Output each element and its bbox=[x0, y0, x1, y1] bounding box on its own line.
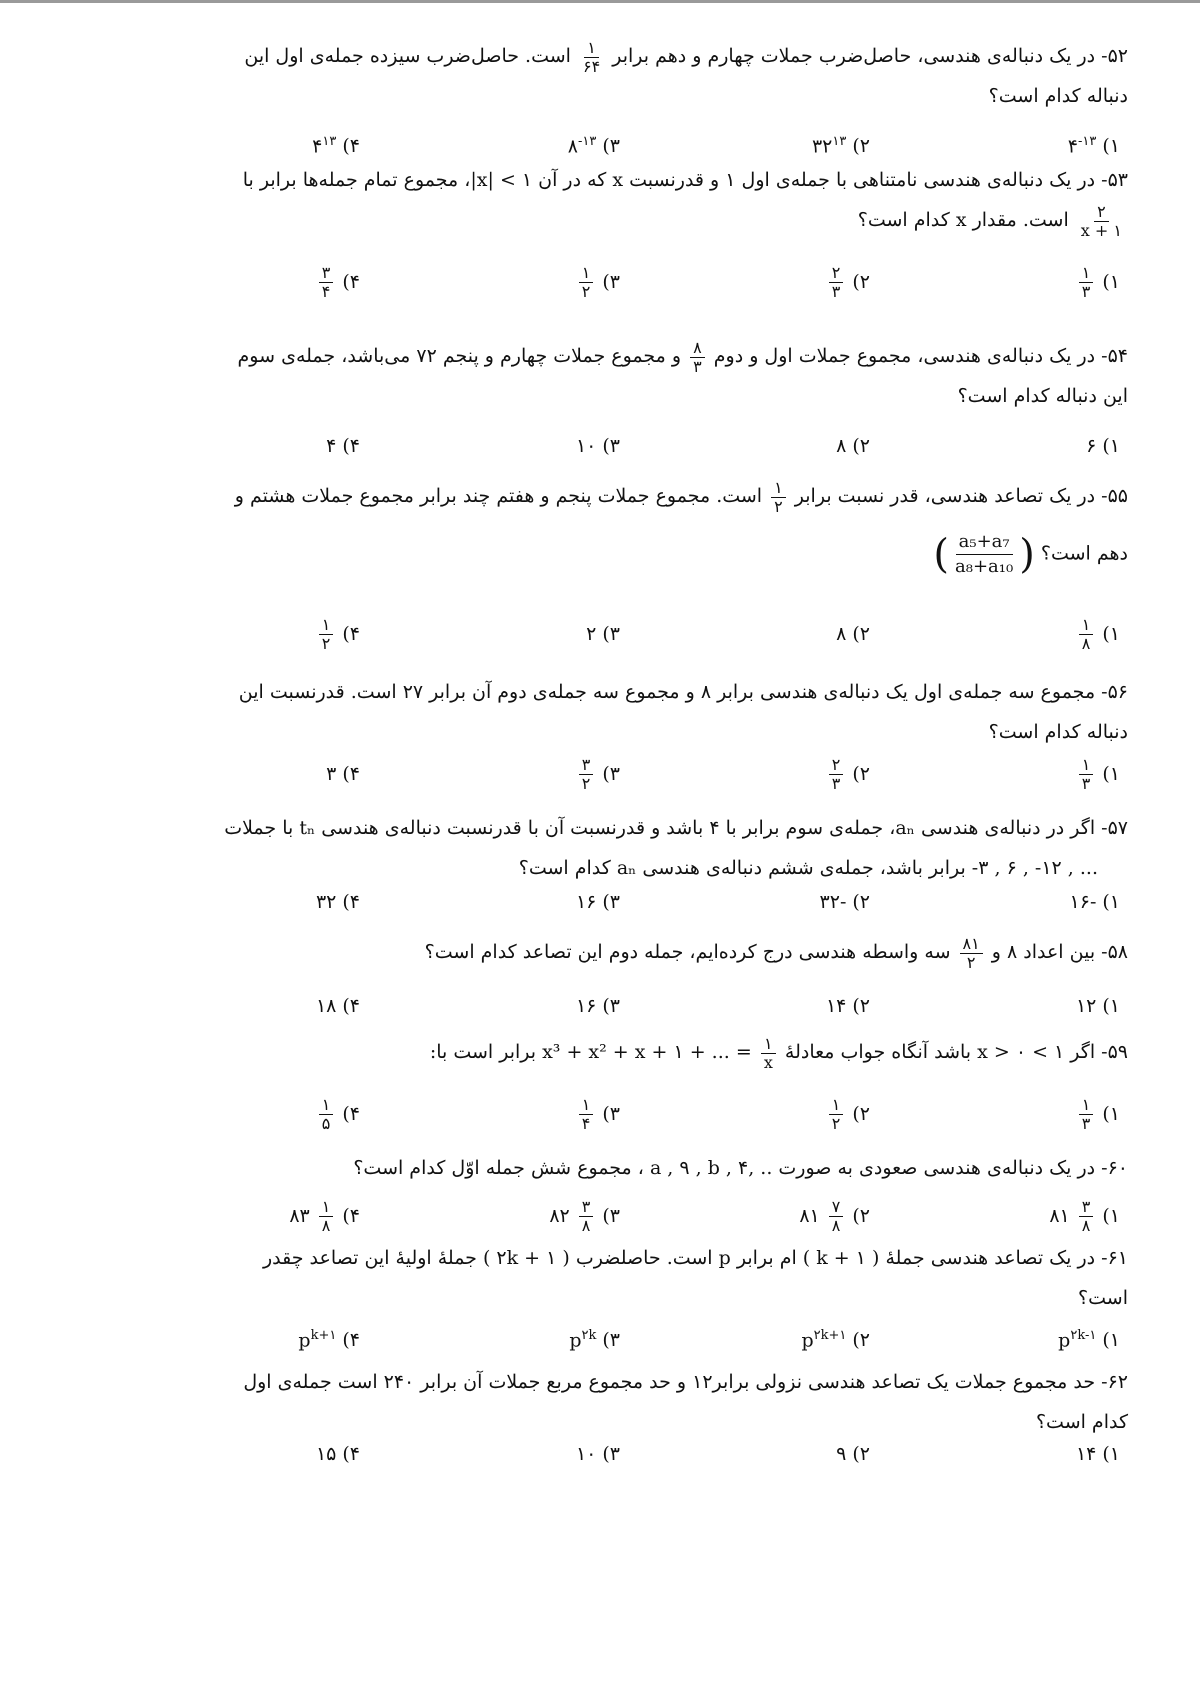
option-2[interactable]: ۲) -۳۲ bbox=[819, 891, 870, 913]
option-3[interactable]: ۳) ۱۰ bbox=[575, 435, 620, 457]
option-1[interactable]: ۱) ۶ bbox=[1086, 435, 1120, 457]
question-53-fraction: $\frac{۲}{۱ + x}$ bbox=[1080, 201, 1122, 240]
question-54-stem: ۵۴- در یک دنباله‌ی هندسی، مجموع جملات اول و دوم bbox=[713, 345, 1128, 367]
question-55-fraction: $\frac{۱}{۲}$ bbox=[771, 479, 786, 516]
question-57: ۵۷- اگر در دنباله‌ی هندسی aₙ، جمله‌ی سوم برابر با ۴ باشد و قدرنسبت آن با قدرنسبت دنباله‌ی هندسی tₙ با جملات ... , ۱۲- , ۶ , ۳- برابر باشد، جمله‌ی ششم دنباله‌ی هندسی aₙ کدام است؟ bbox=[88, 808, 1128, 888]
option-2[interactable]: ۲) ۹ bbox=[836, 1443, 870, 1465]
question-52-fraction: $\frac{۱}{۶۴}$ bbox=[582, 37, 601, 76]
question-59-options bbox=[140, 1092, 1120, 1136]
option-2[interactable]: ۲) ۸ bbox=[836, 435, 870, 457]
option-2[interactable]: ۲) $\frac{۷}{۸}$ ۸۱ bbox=[799, 1196, 870, 1235]
question-55-expression: $\frac{\text{a₅+a₇}}{\text{a₈+a₁₀}}$ bbox=[955, 531, 1014, 577]
option-4[interactable]: ۴) ۴ bbox=[326, 435, 360, 457]
option-1[interactable]: ۱) $\frac{۱}{۸}$ bbox=[1076, 612, 1120, 656]
option-4[interactable]: ۴) ۱۵ bbox=[315, 1443, 360, 1465]
question-62: ۶۲- حد مجموع جملات یک تصاعد هندسی نزولی برابر۱۲ و حد مجموع مربع جملات آن برابر ۲۴۰ است جمله‌ی اول کدام است؟ bbox=[88, 1362, 1128, 1442]
option-1[interactable]: ۱) $p^{۲k-۱}$ bbox=[1058, 1328, 1120, 1352]
top-border-line bbox=[0, 0, 1200, 3]
question-59: ۵۹- اگر ۱ > x > ۰ باشد آنگاه جواب معادلهٔ $\frac{۱}{x}$ = ... + x³ + x² + x + ۱ برابر است با: bbox=[429, 1033, 1128, 1072]
option-1[interactable]: ۱) $\frac{۳}{۸}$ ۸۱ bbox=[1049, 1196, 1120, 1235]
question-58-stem: ۵۸- بین اعداد ۸ و bbox=[991, 941, 1128, 963]
question-52-stem: ۵۲- در یک دنباله‌ی هندسی، حاصل‌ضرب جملات چهارم و دهم برابر bbox=[612, 45, 1128, 67]
question-60-stem: ۶۰- در یک دنباله‌ی هندسی صعودی به صورت .. ,۴ , a , ۹ , b ، مجموع شش جمله اوّل کدام است؟ bbox=[353, 1157, 1128, 1179]
question-58-options bbox=[140, 984, 1120, 1028]
option-1[interactable]: ۱) ۱۲ bbox=[1075, 995, 1120, 1017]
question-58-fraction: $\frac{۸۱}{۲}$ bbox=[960, 935, 983, 972]
option-3[interactable]: ۳) $۸^{-۱۳}$ bbox=[567, 134, 620, 158]
question-60 bbox=[88, 1148, 1128, 1188]
question-55-options bbox=[140, 612, 1120, 656]
question-56-options bbox=[140, 752, 1120, 796]
option-1[interactable]: ۱) -۱۶ bbox=[1069, 891, 1120, 913]
option-1[interactable]: ۱) $۴^{-۱۳}$ bbox=[1067, 134, 1120, 158]
question-61-stem: ۶۱- در یک تصاعد هندسی جملهٔ ( ۱ + k ) ام برابر p است. حاصلضرب ( ۱ + ۲k ) جملهٔ اولیهٔ این تصاعد چقدر bbox=[263, 1247, 1128, 1269]
option-3[interactable]: ۳) ۱۶ bbox=[575, 995, 620, 1017]
option-2[interactable]: ۲) $\frac{۲}{۳}$ bbox=[826, 260, 870, 304]
option-1[interactable]: ۱) $\frac{۱}{۳}$ bbox=[1076, 752, 1120, 796]
question-53-stem: ۵۳- در یک دنباله‌ی هندسی نامتناهی با جمله‌ی اول ۱ و قدرنسبت x که در آن ۱ > |x|، مجموع تمام جمله‌ها برابر با bbox=[242, 169, 1128, 191]
question-55-stem: ۵۵- در یک تصاعد هندسی، قدر نسبت برابر bbox=[794, 485, 1128, 507]
question-56: ۵۶- مجموع سه جمله‌ی اول یک دنباله‌ی هندسی برابر ۸ و مجموع سه جمله‌ی دوم آن برابر ۲۷ است. قدرنسبت این دنباله کدام است؟ bbox=[88, 672, 1128, 752]
question-62-stem: ۶۲- حد مجموع جملات یک تصاعد هندسی نزولی برابر۱۲ و حد مجموع مربع جملات آن برابر ۲۴۰ است جمله‌ی اول bbox=[243, 1371, 1128, 1393]
option-4[interactable]: ۴) $\frac{۱}{۲}$ bbox=[316, 612, 360, 656]
question-59-stem: ۵۹- اگر ۱ > x > ۰ باشد آنگاه جواب معادلهٔ bbox=[784, 1041, 1128, 1063]
option-4[interactable]: ۴) $۴^{۱۳}$ bbox=[312, 134, 360, 158]
option-3[interactable]: ۳) $\frac{۳}{۸}$ ۸۲ bbox=[549, 1196, 620, 1235]
question-62-options bbox=[140, 1432, 1120, 1476]
option-2[interactable]: ۲) $۳۲^{۱۳}$ bbox=[811, 134, 870, 158]
option-1[interactable]: ۱) ۱۴ bbox=[1075, 1443, 1120, 1465]
question-54: ۵۴- در یک دنباله‌ی هندسی، مجموع جملات اول و دوم $\frac{۸}{۳}$ و مجموع جملات چهارم و پنجم ۷۲ می‌باشد، جمله‌ی سوم این دنباله کدام است؟ bbox=[237, 337, 1128, 407]
option-1[interactable]: ۱) $\frac{۱}{۳}$ bbox=[1076, 1092, 1120, 1136]
question-61: ۶۱- در یک تصاعد هندسی جملهٔ ( ۱ + k ) ام برابر p است. حاصلضرب ( ۱ + ۲k ) جملهٔ اولیهٔ این تصاعد چقدر است؟ bbox=[88, 1238, 1128, 1318]
option-3[interactable]: ۳) ۱۶ bbox=[575, 891, 620, 913]
question-56-stem: ۵۶- مجموع سه جمله‌ی اول یک دنباله‌ی هندسی برابر ۸ و مجموع سه جمله‌ی دوم آن برابر ۲۷ است. قدرنسبت این bbox=[238, 681, 1128, 703]
option-4[interactable]: ۴) $\frac{۱}{۵}$ bbox=[316, 1092, 360, 1136]
option-3[interactable]: ۳) $\frac{۱}{۲}$ bbox=[576, 260, 620, 304]
option-2[interactable]: ۲) ۸ bbox=[836, 623, 870, 645]
question-57-options bbox=[140, 880, 1120, 924]
question-54-options bbox=[140, 424, 1120, 468]
question-54-fraction: $\frac{۸}{۳}$ bbox=[690, 339, 705, 376]
option-4[interactable]: ۴) ۱۸ bbox=[315, 995, 360, 1017]
option-2[interactable]: ۲) $\frac{۲}{۳}$ bbox=[826, 752, 870, 796]
question-52: ۵۲- در یک دنباله‌ی هندسی، حاصل‌ضرب جملات چهارم و دهم برابر $\frac{۱}{۶۴}$ است. حاصل‌ضرب سیزده جمله‌ی اول این دنباله کدام است؟ bbox=[244, 37, 1128, 107]
option-3[interactable]: ۳) ۱۰ bbox=[575, 1443, 620, 1465]
option-3[interactable]: ۳) $\frac{۳}{۲}$ bbox=[576, 752, 620, 796]
option-3[interactable]: ۳) ۲ bbox=[586, 623, 620, 645]
question-53-options bbox=[140, 260, 1120, 304]
question-59-fraction: $\frac{۱}{x}$ bbox=[761, 1035, 776, 1072]
option-4[interactable]: ۴) $p^{k+۱}$ bbox=[298, 1328, 360, 1352]
question-57-stem: ۵۷- اگر در دنباله‌ی هندسی aₙ، جمله‌ی سوم برابر با ۴ باشد و قدرنسبت آن با قدرنسبت دنباله‌ی هندسی tₙ با جملات bbox=[224, 817, 1128, 839]
option-4[interactable]: ۴) $\frac{۳}{۴}$ bbox=[316, 260, 360, 304]
option-4[interactable]: ۴) ۳ bbox=[326, 763, 360, 785]
question-55: ۵۵- در یک تصاعد هندسی، قدر نسبت برابر $\frac{۱}{۲}$ است. مجموع جملات پنجم و هفتم چند برابر مجموع جملات هشتم و دهم است؟ ( $\frac{\text{a₅+a₇}}{\text{a₈+a₁₀}}$ ) bbox=[234, 477, 1128, 578]
option-2[interactable]: ۲) $p^{۲k+۱}$ bbox=[801, 1328, 870, 1352]
option-4[interactable]: ۴) $\frac{۱}{۸}$ ۸۳ bbox=[289, 1196, 360, 1235]
option-1[interactable]: ۱) $\frac{۱}{۳}$ bbox=[1076, 260, 1120, 304]
option-2[interactable]: ۲) ۱۴ bbox=[825, 995, 870, 1017]
option-3[interactable]: ۳) $\frac{۱}{۴}$ bbox=[576, 1092, 620, 1136]
question-60-options bbox=[140, 1194, 1120, 1238]
question-61-options bbox=[140, 1318, 1120, 1362]
option-4[interactable]: ۴) ۳۲ bbox=[315, 891, 360, 913]
question-53: ۵۳- در یک دنباله‌ی هندسی نامتناهی با جمله‌ی اول ۱ و قدرنسبت x که در آن ۱ > |x|، مجموع تمام جمله‌ها برابر با $\frac{۲}{۱ + x}$ است. مقدار x کدام است؟ bbox=[88, 160, 1128, 240]
option-3[interactable]: ۳) $p^{۲k}$ bbox=[569, 1328, 620, 1352]
option-2[interactable]: ۲) $\frac{۱}{۲}$ bbox=[826, 1092, 870, 1136]
question-58: ۵۸- بین اعداد ۸ و $\frac{۸۱}{۲}$ سه واسطه هندسی درج کرده‌ایم، جمله دوم این تصاعد کدام است؟ bbox=[424, 933, 1128, 972]
